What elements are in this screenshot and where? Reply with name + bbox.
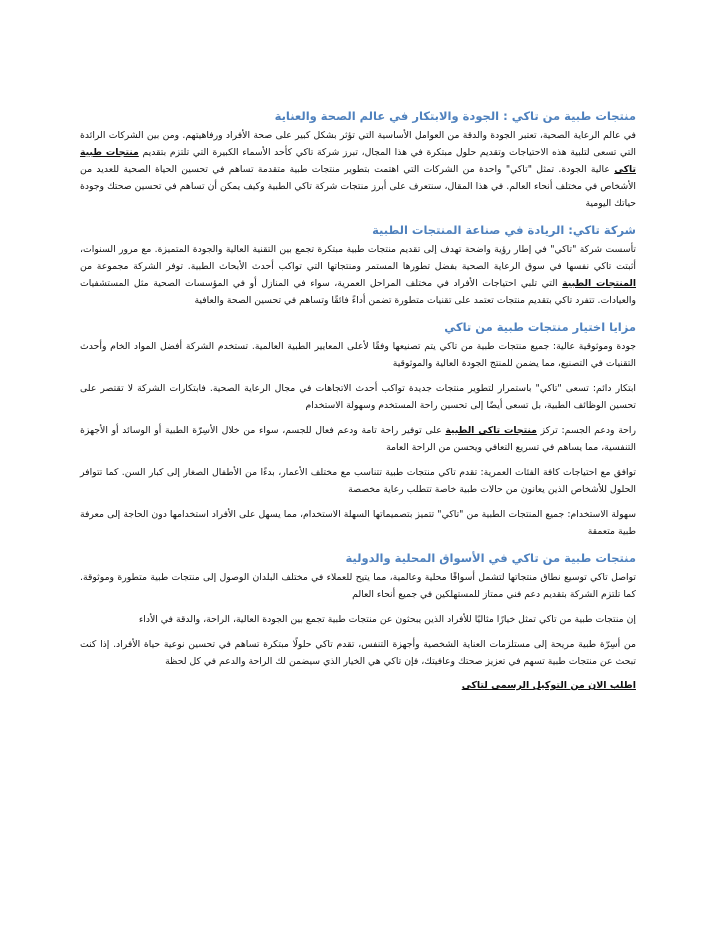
text-run: ابتكار دائم: تسعى "تاكي" باستمرار لتطوير منتجات جديدة تواكب أحدث الاتجاهات في مجال الرعاية الصحية. فابتكارات الشركة لا تقتصر على تحسين الوظائف الطبية، بل تسعى أيضًا إلى تحسين راحة المستخدم وسهولة الاستخدام — [80, 383, 636, 411]
text-run: من أسِرّة طبية مريحة إلى مستلزمات العناية الشخصية وأجهزة التنفس، تقدم تاكي حلولًا مبتكرة تساهم في تحسين نوعية حياة الأفراد. إذا كنت تبحث عن منتجات طبية تسهم في تعزيز صحتك وعافيتك، فإن تاكي هي الخيار الذي سيضمن لك الراحة والدعم في كل لحظة — [80, 639, 636, 667]
paragraph — [80, 569, 636, 603]
text-run: في عالم الرعاية الصحية، تعتبر الجودة والدقة من العوامل الأساسية التي تؤثر بشكل كبير على صحة الأفراد ورفاهيتهم. ومن بين الشركات الرائدة التي تسعى لتلبية هذه الاحتياجات وتقديم حلول مبتكرة في هذا المجال، تبرز شركة تاكي كأحد الأسماء الكبيرة التي تلتزم بتقديم — [80, 130, 636, 158]
paragraph — [80, 241, 636, 309]
section-heading: شركة تاكي: الريادة في صناعة المنتجات الطبية — [372, 223, 636, 237]
product-link[interactable]: منتجات طبية تاكي — [80, 147, 636, 175]
text-run: على توفير راحة تامة ودعم فعال للجسم، سواء من خلال الأسِرّة الطبية أو الوسائد أو الأجهزة التنفسية، مما يساهم في تسريع التعافي ويحسن من الراحة العامة — [80, 425, 636, 453]
text-run: جودة وموثوقية عالية: جميع منتجات طبية من تاكي يتم تصنيعها وفقًا لأعلى المعايير الطبية العالمية. تستخدم الشركة أفضل المواد الخام وأحدث التقنيات في التصنيع، مما يضمن للمنتج الجودة العالية والموثوقية — [80, 341, 636, 369]
text-run: سهولة الاستخدام: جميع المنتجات الطبية من "تاكي" تتميز بتصميماتها السهلة الاستخدام، مما يسهل على الأفراد استخدامها دون الحاجة إلى معرفة طبية متعمقة — [80, 509, 636, 537]
text-run: تواصل تاكي توسيع نطاق منتجاتها لتشمل أسواقًا محلية وعالمية، مما يتيح للعملاء في مختلف البلدان الوصول إلى منتجات طبية متطورة وموثوقة. كما تلتزم الشركة بتقديم دعم فني ممتاز للمستهلكين في جميع أنحاء العالم — [80, 572, 636, 600]
paragraph — [80, 380, 636, 414]
paragraph — [80, 338, 636, 372]
paragraph — [80, 127, 636, 212]
section-heading: منتجات طبية من تاكي في الأسواق المحلية والدولية — [345, 551, 636, 565]
paragraph — [80, 506, 636, 540]
product-link[interactable]: المنتجات الطبية — [562, 278, 637, 289]
paragraph — [80, 636, 636, 670]
text-run: التي تلبي احتياجات الأفراد في مختلف المراحل العمرية، سواء في المنازل أو في المؤسسات الصحية مثل المستشفيات والعيادات. تتفرد تاكي بتقديم منتجات تعتمد على تقنيات متطورة تضمن أداءً فائقًا وتساهم في تحسين الصحة والعافية — [80, 278, 636, 306]
document-page — [80, 108, 636, 691]
section-leadership — [80, 222, 636, 309]
text-run: توافق مع احتياجات كافة الفئات العمرية: تقدم تاكي منتجات طبية تتناسب مع مختلف الأعمار، بدءًا من الأطفال الصغار إلى كبار السن. كما تتوافر الحلول للأشخاص الذين يعانون من حالات طبية خاصة تتطلب رعاية مخصصة — [80, 467, 636, 495]
section-markets — [80, 550, 636, 670]
text-run: إن منتجات طبية من تاكي تمثل خيارًا مثاليًا للأفراد الذين يبحثون عن منتجات طبية تجمع بين الجودة العالية، الراحة، والدقة في الأداء — [138, 614, 636, 625]
order-now-link[interactable]: اطلب الان من التوكيل الرسمى لتاكى — [461, 680, 636, 691]
text-run: راحة ودعم الجسم: تركز — [536, 425, 637, 436]
paragraph — [80, 611, 636, 628]
section-heading: مزايا اختيار منتجات طبية من تاكي — [444, 320, 636, 334]
paragraph — [80, 422, 636, 456]
product-link[interactable]: منتجات تاكي الطبية — [445, 425, 537, 436]
text-run: تأسست شركة "تاكي" في إطار رؤية واضحة تهدف إلى تقديم منتجات طبية مبتكرة تجمع بين التقنية العالية والجودة المتميزة. مع مرور السنوات، أثبتت تاكي نفسها في سوق الرعاية الصحية بفضل تطورها المستمر ومنتجاتها التي تواكب أحدث الأبحاث الطبية. توفر الشركة مجموعة من — [80, 244, 636, 272]
section-advantages — [80, 319, 636, 540]
paragraph — [80, 464, 636, 498]
section-intro — [80, 108, 636, 212]
text-run: عالية الجودة. تمثل "تاكي" واحدة من الشركات التي اهتمت بتطوير منتجات طبية متقدمة تساهم في تحسين الحياة الصحية للعديد من الأشخاص في مختلف أنحاء العالم. في هذا المقال، سنتعرف على أبرز منتجات شركة تاكي الطبية وكيف يمكن أن تساهم في تحسين صحتك وجودة حياتك اليومية — [80, 164, 636, 209]
section-heading: منتجات طبية من تاكي : الجودة والابتكار في عالم الصحة والعناية — [274, 109, 636, 123]
